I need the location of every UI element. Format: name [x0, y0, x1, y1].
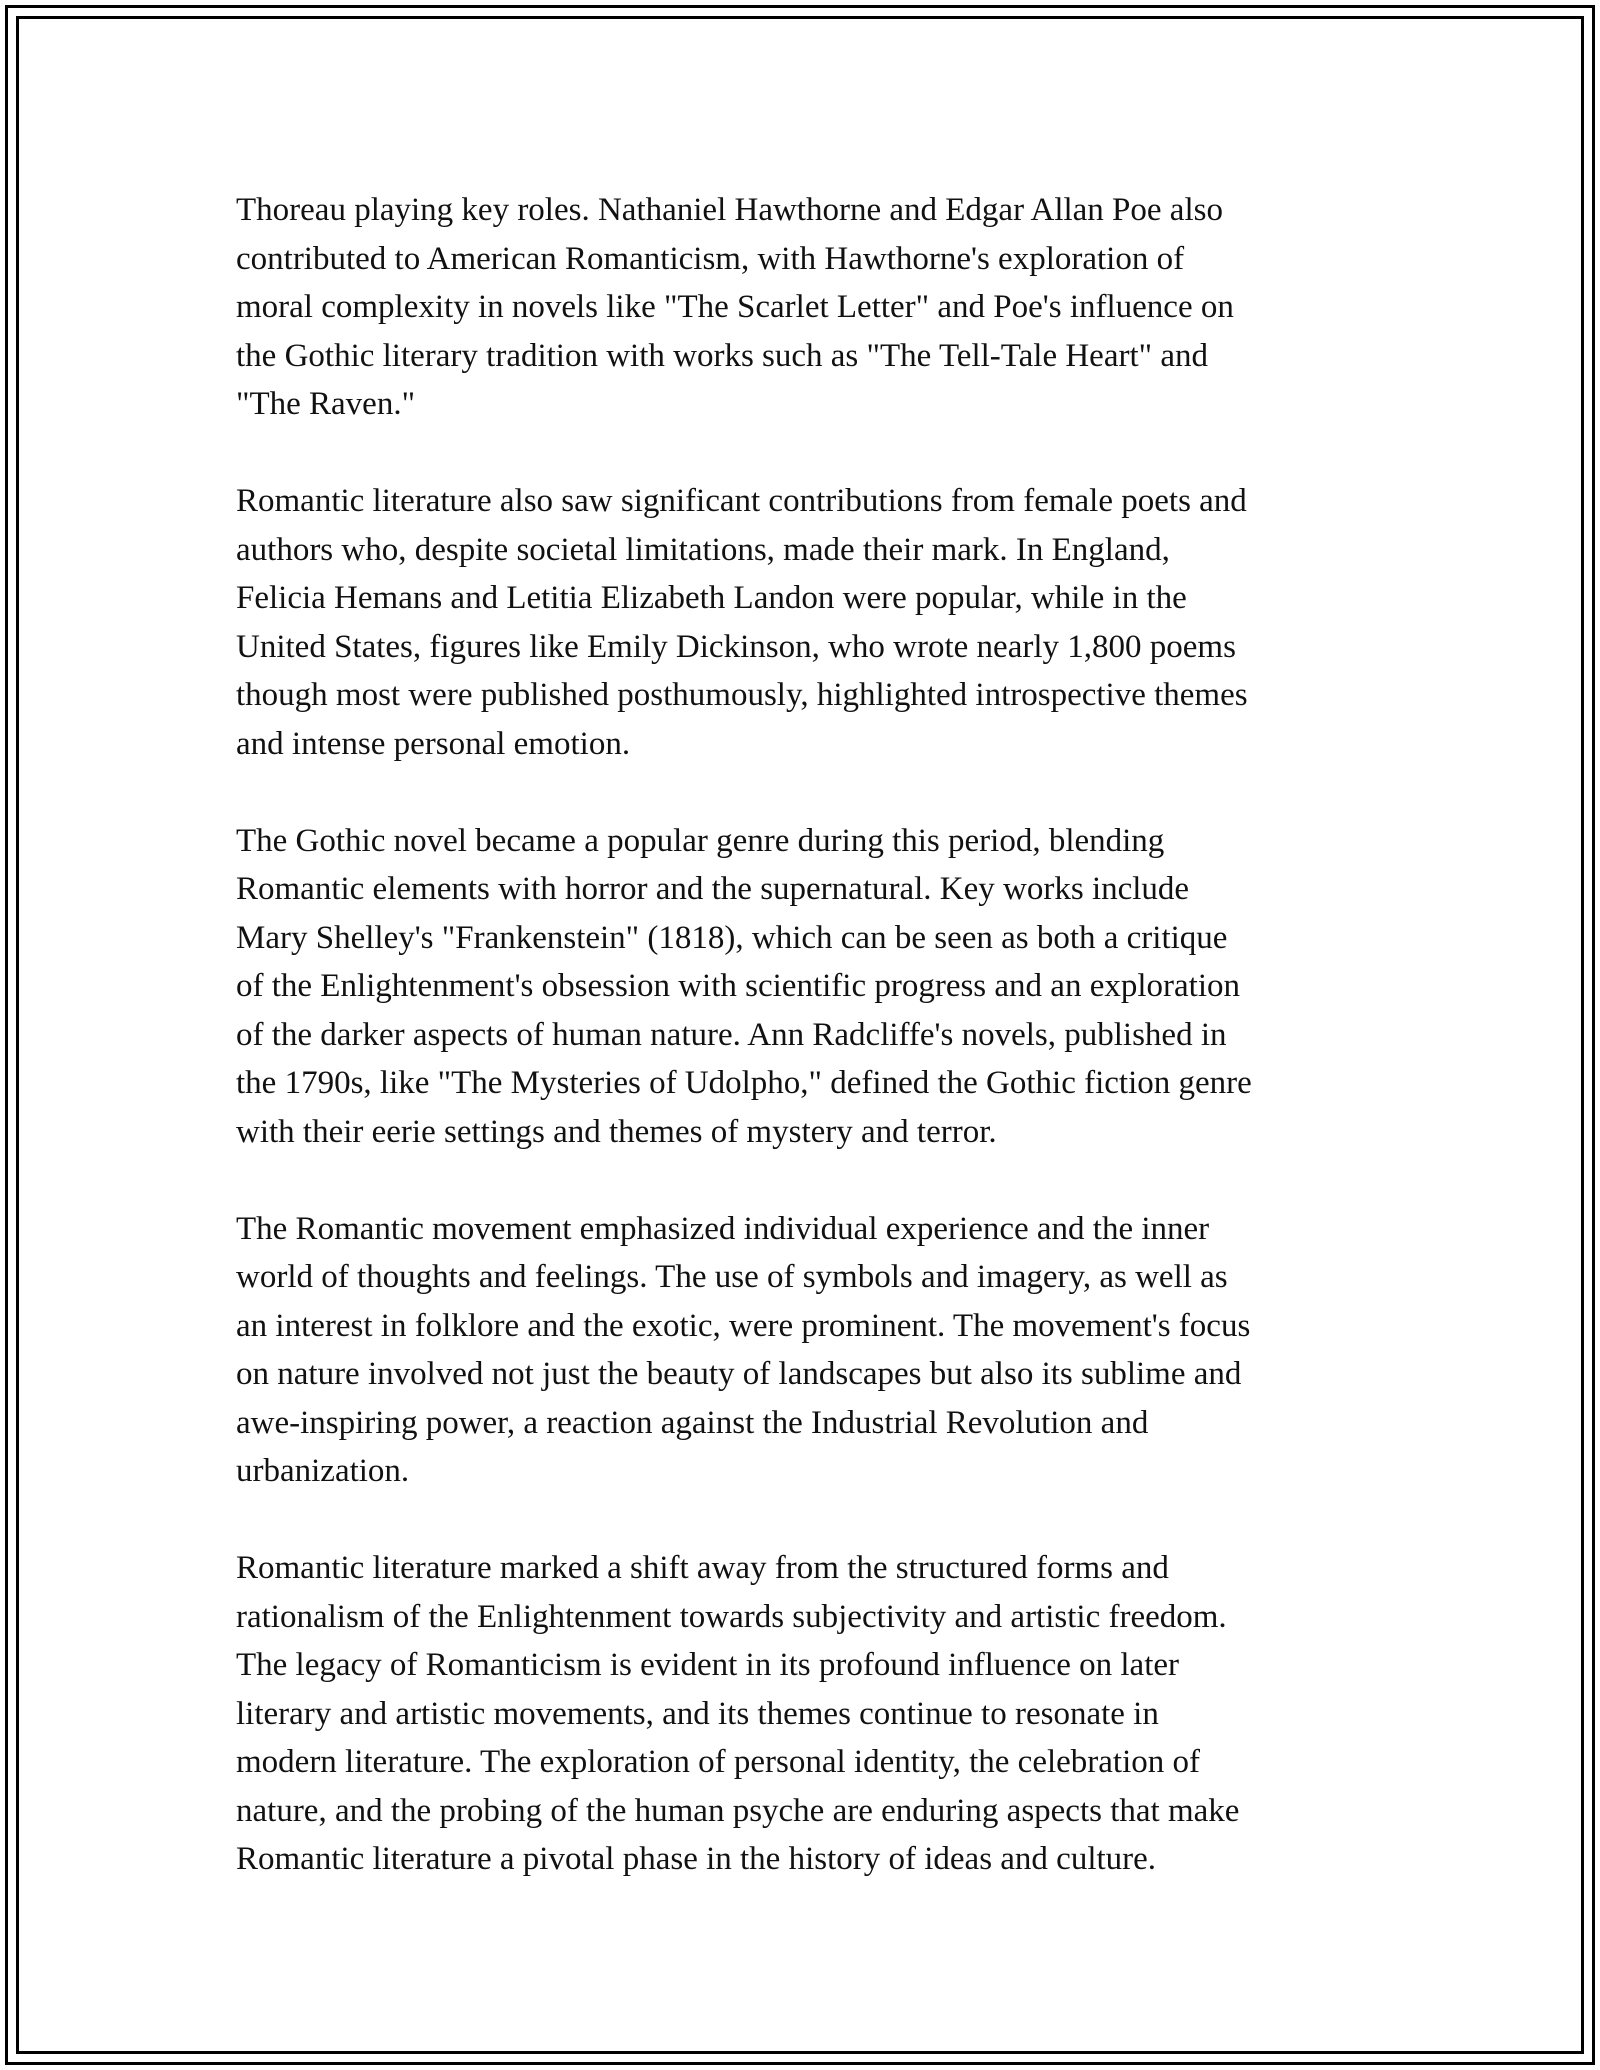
text-line: with their eerie settings and themes of mystery and terror. [236, 1113, 997, 1150]
text-line: on nature involved not just the beauty of landscapes but also its sublime and [236, 1356, 1242, 1392]
text-line: of the darker aspects of human nature. Ann Radcliffe's novels, published in [236, 1016, 1227, 1053]
text-line: an interest in folklore and the exotic, were prominent. The movement's focus [236, 1307, 1251, 1344]
text-line: Romantic literature also saw significant contributions from female poets and [236, 483, 1247, 519]
text-line: Felicia Hemans and Letitia Elizabeth Landon were popular, while in the [236, 580, 1187, 616]
text-line: United States, figures like Emily Dickinson, who wrote nearly 1,800 poems [236, 628, 1236, 665]
text-line: contributed to American Romanticism, with Hawthorne's exploration of [236, 240, 1185, 277]
text-line: rationalism of the Enlightenment towards subjectivity and artistic freedom. [236, 1598, 1227, 1635]
text-line: The legacy of Romanticism is evident in its profound influence on later [236, 1647, 1179, 1683]
text-line: awe-inspiring power, a reaction against the Industrial Revolution and [236, 1404, 1149, 1441]
document-body [236, 186, 1386, 1884]
paragraph-2 [236, 477, 1386, 768]
text-line: the 1790s, like "The Mysteries of Udolpho," defined the Gothic fiction genre [236, 1065, 1252, 1101]
text-line: The Romantic movement emphasized individual experience and the inner [236, 1210, 1210, 1247]
paragraph-3 [236, 817, 1386, 1157]
text-line: The Gothic novel became a popular genre during this period, blending [236, 822, 1165, 859]
paragraph-4 [236, 1205, 1386, 1496]
text-line: Romantic literature a pivotal phase in the history of ideas and culture. [236, 1841, 1157, 1877]
text-line: Thoreau playing key roles. Nathaniel Hawthorne and Edgar Allan Poe also [236, 192, 1223, 228]
text-line: the Gothic literary tradition with works such as "The Tell-Tale Heart" and [236, 337, 1209, 374]
text-line: Romantic elements with horror and the supernatural. Key works include [236, 871, 1190, 907]
text-line: nature, and the probing of the human psyche are enduring aspects that make [236, 1792, 1240, 1829]
text-line: authors who, despite societal limitations, made their mark. In England, [236, 531, 1170, 568]
text-line: moral complexity in novels like "The Scarlet Letter" and Poe's influence on [236, 289, 1234, 325]
text-line: urbanization. [236, 1453, 410, 1489]
text-line: Mary Shelley's "Frankenstein" (1818), which can be seen as both a critique [236, 919, 1228, 956]
text-line: "The Raven." [236, 386, 416, 422]
paragraph-1 [236, 186, 1386, 429]
text-line: literary and artistic movements, and its themes continue to resonate in [236, 1695, 1159, 1732]
text-line: Romantic literature marked a shift away from the structured forms and [236, 1550, 1169, 1586]
text-line: of the Enlightenment's obsession with scientific progress and an exploration [236, 968, 1240, 1004]
text-line: though most were published posthumously, highlighted introspective themes [236, 677, 1248, 713]
text-line: world of thoughts and feelings. The use of symbols and imagery, as well as [236, 1259, 1228, 1295]
text-line: and intense personal emotion. [236, 725, 631, 762]
paragraph-5 [236, 1544, 1386, 1884]
text-line: modern literature. The exploration of personal identity, the celebration of [236, 1744, 1200, 1780]
